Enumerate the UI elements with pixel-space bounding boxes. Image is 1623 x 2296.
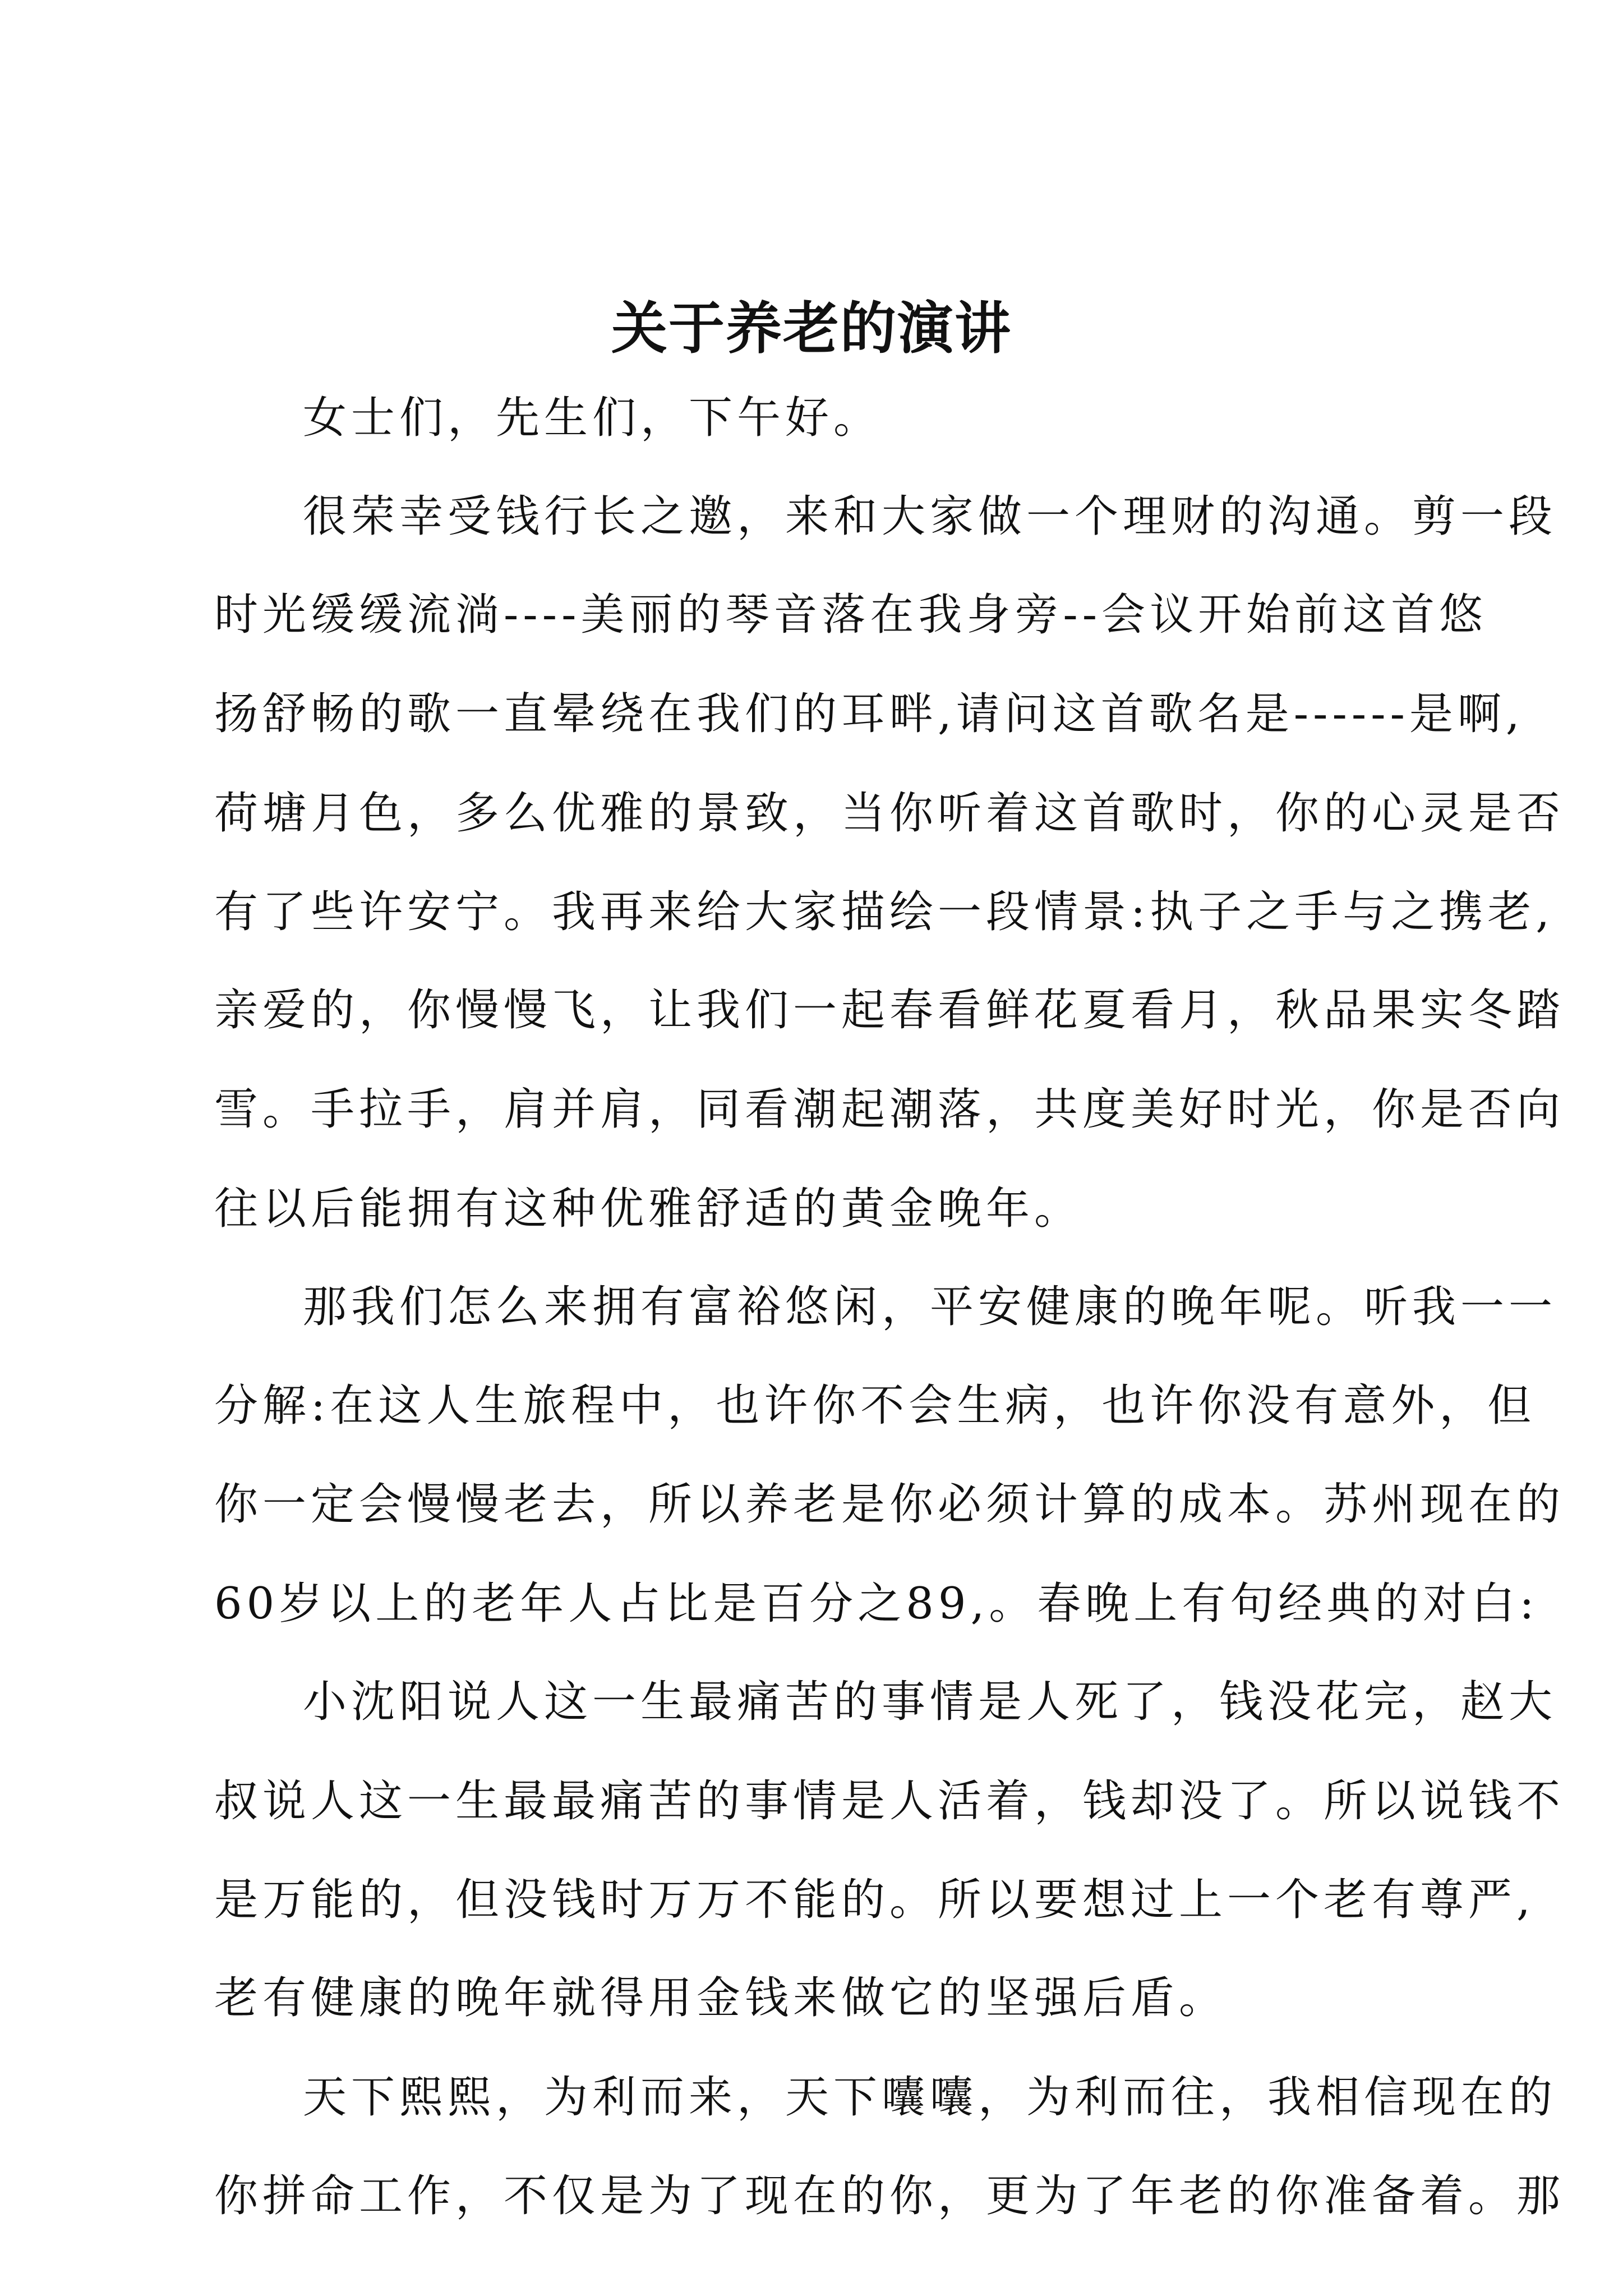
paragraph-2-line-8: 往以后能拥有这种优雅舒适的黄金晚年。 bbox=[214, 1184, 1083, 1234]
paragraph-3-line-3: 你一定会慢慢老去，所以养老是你必须计算的成本。苏州现在的 bbox=[214, 1479, 1565, 1530]
document-title: 关于养老的演讲 bbox=[611, 295, 1012, 361]
salutation-line: 女士们，先生们，下午好。 bbox=[303, 393, 882, 443]
paragraph-2-line-2: 时光缓缓流淌----美丽的琴音落在我身旁--会议开始前这首悠 bbox=[214, 590, 1488, 640]
paragraph-2-line-3: 扬舒畅的歌一直晕绕在我们的耳畔,请问这首歌名是------是啊, bbox=[214, 689, 1524, 739]
paragraph-2-line-1: 很荣幸受钱行长之邀，来和大家做一个理财的沟通。剪一段 bbox=[303, 491, 1557, 542]
paragraph-2-line-6: 亲爱的，你慢慢飞，让我们一起春看鲜花夏看月，秋品果实冬踏 bbox=[214, 985, 1565, 1036]
paragraph-3-line-1: 那我们怎么来拥有富裕悠闲，平安健康的晚年呢。听我一一 bbox=[303, 1282, 1557, 1332]
paragraph-3-line-2: 分解:在这人生旅程中，也许你不会生病，也许你没有意外，但 bbox=[214, 1381, 1536, 1431]
paragraph-5-line-2: 你拼命工作，不仅是为了现在的你，更为了年老的你准备着。那 bbox=[214, 2171, 1565, 2221]
paragraph-5-line-1: 天下熙熙，为利而来，天下囔囔，为利而往，我相信现在的 bbox=[303, 2072, 1557, 2123]
paragraph-2-line-4: 荷塘月色，多么优雅的景致，当你听着这首歌时，你的心灵是否 bbox=[214, 788, 1565, 839]
paragraph-4-line-3: 是万能的，但没钱时万万不能的。所以要想过上一个老有尊严, bbox=[214, 1875, 1535, 1925]
paragraph-2-line-5: 有了些许安宁。我再来给大家描绘一段情景:执子之手与之携老, bbox=[214, 887, 1555, 937]
paragraph-4-line-4: 老有健康的晚年就得用金钱来做它的坚强后盾。 bbox=[214, 1973, 1228, 2023]
paragraph-3-line-4: 60岁以上的老年人占比是百分之89,。春晚上有句经典的对白: bbox=[214, 1579, 1539, 1629]
paragraph-4-line-1: 小沈阳说人这一生最痛苦的事情是人死了，钱没花完，赵大 bbox=[303, 1677, 1557, 1727]
paragraph-2-line-7: 雪。手拉手，肩并肩，同看潮起潮落，共度美好时光，你是否向 bbox=[214, 1084, 1565, 1135]
paragraph-4-line-2: 叔说人这一生最最痛苦的事情是人活着，钱却没了。所以说钱不 bbox=[214, 1776, 1565, 1826]
